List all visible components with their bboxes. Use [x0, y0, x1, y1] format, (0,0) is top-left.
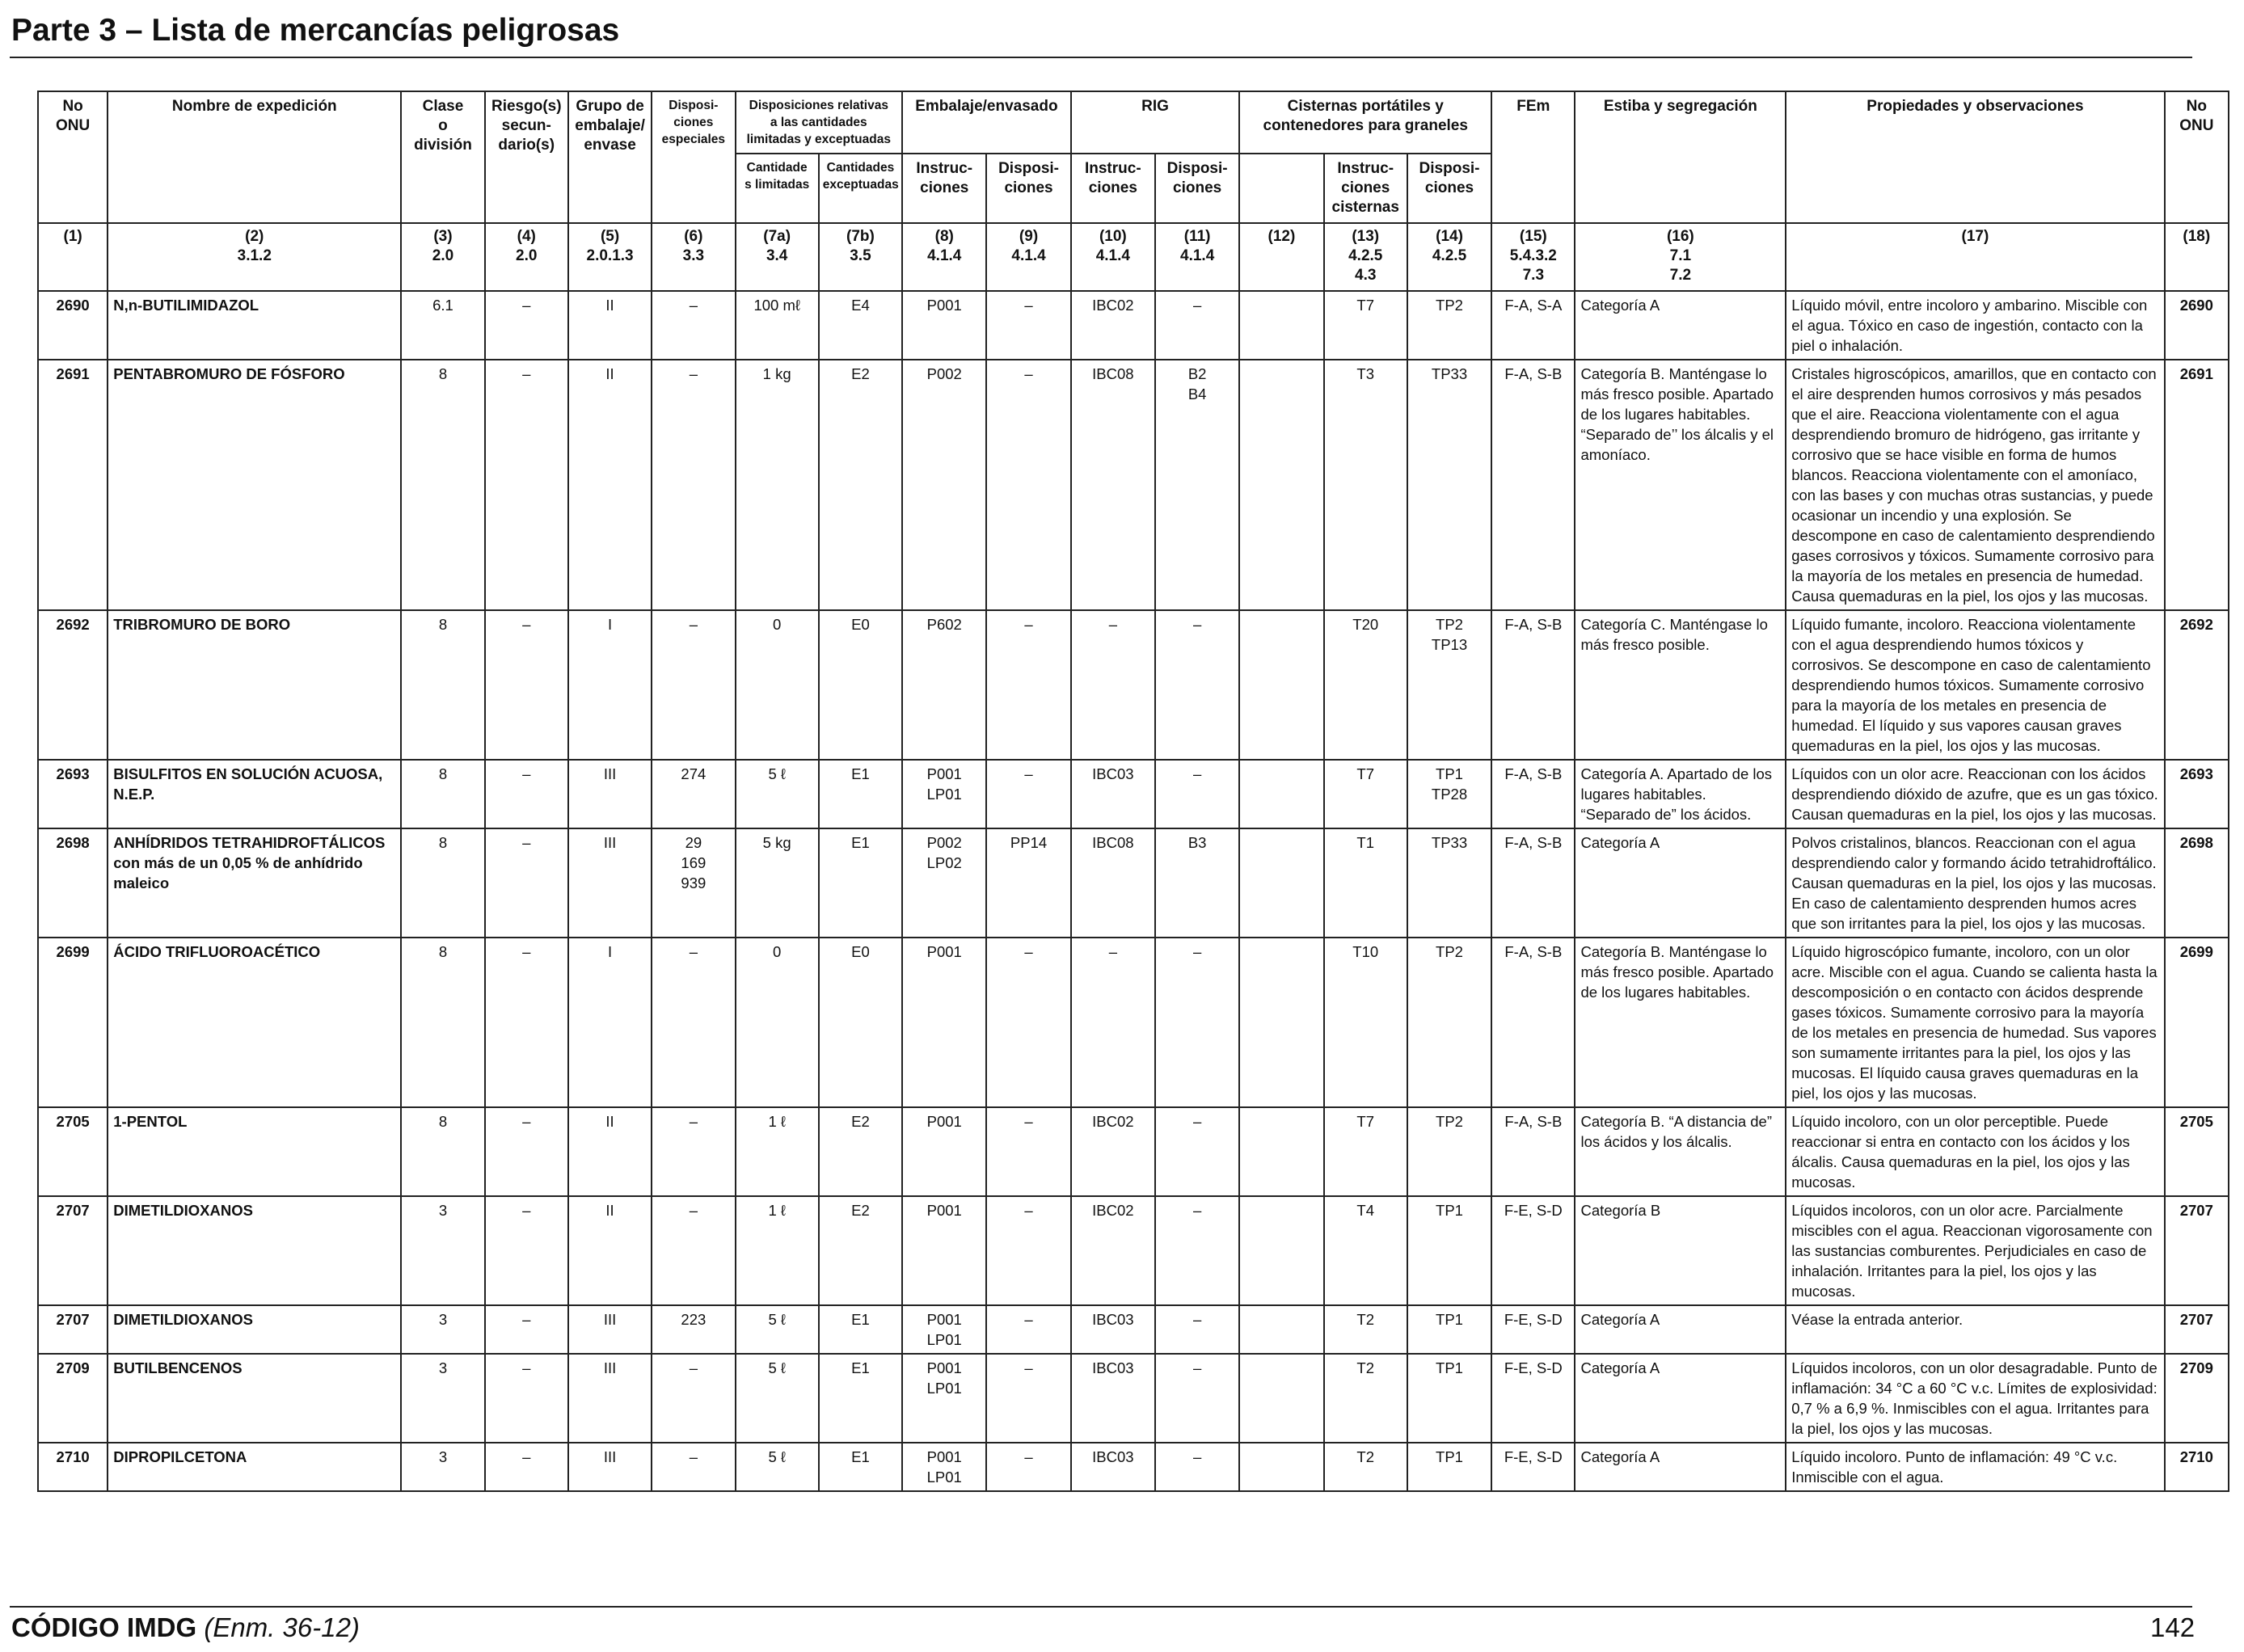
cell-col-12: [1239, 1354, 1323, 1443]
header-col-12: [1239, 154, 1323, 223]
cell-shipping-name: ÁCIDO TRIFLUOROACÉTICO: [108, 938, 401, 1107]
dangerous-goods-table-container: [37, 91, 2229, 1492]
cell-special-provisions: –: [652, 360, 735, 610]
cell-ibc-provision: B2 B4: [1155, 360, 1239, 610]
cell-un-no-right: 2710: [2165, 1443, 2229, 1491]
cell-special-provisions: –: [652, 1443, 735, 1491]
cell-ibc-instruction: IBC02: [1071, 1107, 1155, 1196]
cell-tank-provision: TP1: [1407, 1443, 1491, 1491]
cell-un-no-right: 2691: [2165, 360, 2229, 610]
cell-packing-instruction: P001 LP01: [902, 1354, 986, 1443]
cell-ibc-instruction: IBC03: [1071, 1443, 1155, 1491]
cell-properties: Véase la entrada anterior.: [1786, 1305, 2164, 1354]
cell-tank-instruction: T2: [1324, 1354, 1407, 1443]
cell-ibc-instruction: IBC08: [1071, 828, 1155, 938]
cell-excepted-quantity: E0: [819, 938, 902, 1107]
cell-sub-risk: –: [485, 360, 568, 610]
cell-packing-provision: –: [986, 1196, 1070, 1305]
cell-packing-instruction: P001: [902, 938, 986, 1107]
cell-ibc-provision: –: [1155, 1443, 1239, 1491]
cell-packing-provision: PP14: [986, 828, 1070, 938]
header-packing-group: Grupo de embalaje/ envase: [568, 91, 652, 223]
cell-un-no: 2707: [38, 1196, 108, 1305]
column-ref-9: (8) 4.1.4: [902, 223, 986, 291]
footer-amendment: (Enm. 36-12): [204, 1612, 360, 1642]
cell-ems: F-E, S-D: [1491, 1443, 1575, 1491]
cell-packing-group: III: [568, 828, 652, 938]
header-sub-risk: Riesgo(s) secun- dario(s): [485, 91, 568, 223]
cell-ibc-provision: B3: [1155, 828, 1239, 938]
cell-class: 3: [401, 1354, 484, 1443]
cell-tank-instruction: T10: [1324, 938, 1407, 1107]
cell-ibc-instruction: –: [1071, 938, 1155, 1107]
cell-ems: F-A, S-B: [1491, 360, 1575, 610]
cell-class: 8: [401, 360, 484, 610]
cell-packing-provision: –: [986, 291, 1070, 360]
cell-packing-instruction: P602: [902, 610, 986, 760]
cell-tank-provision: TP2: [1407, 938, 1491, 1107]
cell-packing-group: II: [568, 1107, 652, 1196]
cell-ems: F-A, S-A: [1491, 291, 1575, 360]
cell-special-provisions: 29 169 939: [652, 828, 735, 938]
cell-tank-instruction: T20: [1324, 610, 1407, 760]
page-title: Parte 3 – Lista de mercancías peligrosas: [11, 13, 620, 48]
cell-limited-quantity: 5 ℓ: [736, 1443, 819, 1491]
column-ref-1: (1): [38, 223, 108, 291]
cell-col-12: [1239, 1305, 1323, 1354]
cell-tank-instruction: T1: [1324, 828, 1407, 938]
cell-special-provisions: –: [652, 938, 735, 1107]
cell-limited-quantity: 5 kg: [736, 828, 819, 938]
cell-ibc-instruction: IBC03: [1071, 1305, 1155, 1354]
cell-excepted-quantity: E2: [819, 360, 902, 610]
cell-stowage: Categoría B. “A distancia de” los ácidos y los álcalis.: [1575, 1107, 1786, 1196]
cell-limited-quantity: 1 kg: [736, 360, 819, 610]
header-properties: Propiedades y observaciones: [1786, 91, 2164, 223]
cell-packing-instruction: P001: [902, 1107, 986, 1196]
cell-excepted-quantity: E2: [819, 1196, 902, 1305]
cell-tank-provision: TP2: [1407, 1107, 1491, 1196]
cell-ems: F-E, S-D: [1491, 1354, 1575, 1443]
cell-excepted-quantity: E4: [819, 291, 902, 360]
cell-packing-group: III: [568, 1354, 652, 1443]
cell-ibc-provision: –: [1155, 291, 1239, 360]
cell-col-12: [1239, 1196, 1323, 1305]
table-header: [38, 91, 2229, 291]
cell-sub-risk: –: [485, 828, 568, 938]
cell-ibc-provision: –: [1155, 1107, 1239, 1196]
cell-properties: Líquidos con un olor acre. Reaccionan con los ácidos desprendiendo dióxido de azufre, que es un gas tóxico. Causan quemaduras en la piel, los ojos y las mucosas.: [1786, 760, 2164, 828]
cell-ibc-provision: –: [1155, 1354, 1239, 1443]
cell-shipping-name: TRIBROMURO DE BORO: [108, 610, 401, 760]
cell-special-provisions: –: [652, 610, 735, 760]
cell-tank-instruction: T7: [1324, 291, 1407, 360]
cell-tank-provision: TP2 TP13: [1407, 610, 1491, 760]
header-tanks: Cisternas portátiles y contenedores para graneles: [1239, 91, 1491, 154]
column-ref-7: (7a) 3.4: [736, 223, 819, 291]
cell-ems: F-A, S-B: [1491, 938, 1575, 1107]
column-ref-15: (14) 4.2.5: [1407, 223, 1491, 291]
page-number: 142: [2150, 1612, 2195, 1642]
cell-tank-provision: TP1: [1407, 1196, 1491, 1305]
cell-ibc-instruction: –: [1071, 610, 1155, 760]
cell-excepted-quantity: E0: [819, 610, 902, 760]
cell-tank-instruction: T4: [1324, 1196, 1407, 1305]
header-ibc: RIG: [1071, 91, 1240, 154]
cell-ibc-provision: –: [1155, 760, 1239, 828]
cell-un-no: 2691: [38, 360, 108, 610]
cell-properties: Polvos cristalinos, blancos. Reaccionan con el agua desprendiendo calor y formando ácido tetrahidroftálico. Causan quemaduras en la piel, los ojos y las mucosas. En caso de calentamiento desprenden humos acres que son irritantes para la piel, los ojos y las mucosas.: [1786, 828, 2164, 938]
table-row: [38, 1443, 2229, 1491]
cell-ibc-provision: –: [1155, 610, 1239, 760]
cell-packing-group: II: [568, 1196, 652, 1305]
cell-packing-instruction: P002 LP02: [902, 828, 986, 938]
column-ref-19: (18): [2165, 223, 2229, 291]
cell-excepted-quantity: E1: [819, 1305, 902, 1354]
header-packing-instructions: Instruc- ciones: [902, 154, 986, 223]
cell-special-provisions: 223: [652, 1305, 735, 1354]
table-row: [38, 1107, 2229, 1196]
cell-un-no-right: 2690: [2165, 291, 2229, 360]
cell-sub-risk: –: [485, 1107, 568, 1196]
cell-packing-group: I: [568, 938, 652, 1107]
cell-packing-instruction: P001: [902, 291, 986, 360]
column-ref-8: (7b) 3.5: [819, 223, 902, 291]
title-divider: [10, 57, 2192, 58]
cell-packing-instruction: P001 LP01: [902, 1443, 986, 1491]
cell-properties: Líquido móvil, entre incoloro y ambarino. Miscible con el agua. Tóxico en caso de ingestión, contacto con la piel o inhalación.: [1786, 291, 2164, 360]
cell-ems: F-A, S-B: [1491, 828, 1575, 938]
table-row: [38, 360, 2229, 610]
column-reference-row: [38, 223, 2229, 291]
footer-divider: [10, 1606, 2192, 1608]
cell-ems: F-A, S-B: [1491, 610, 1575, 760]
cell-sub-risk: –: [485, 610, 568, 760]
cell-limited-quantity: 0: [736, 938, 819, 1107]
cell-stowage: Categoría B. Manténgase lo más fresco posible. Apartado de los lugares habitables.: [1575, 938, 1786, 1107]
table-row: [38, 291, 2229, 360]
cell-tank-instruction: T3: [1324, 360, 1407, 610]
cell-properties: Líquido higroscópico fumante, incoloro, con un olor acre. Miscible con el agua. Cuando se calienta hasta la descomposición o en contacto con ácidos desprende gases tóxicos. Sumamente corrosivo para la mayoría de los metales en presencia de humedad. Sus vapores son sumamente irritantes para la piel, los ojos y las mucosas. El líquido causa graves quemaduras en la piel, los ojos y las mucosas.: [1786, 938, 2164, 1107]
footer-code: [11, 1612, 360, 1643]
column-ref-17: (16) 7.1 7.2: [1575, 223, 1786, 291]
column-ref-13: (12): [1239, 223, 1323, 291]
cell-un-no-right: 2707: [2165, 1196, 2229, 1305]
cell-packing-group: II: [568, 291, 652, 360]
header-class: Clase o división: [401, 91, 484, 223]
cell-shipping-name: BUTILBENCENOS: [108, 1354, 401, 1443]
cell-un-no: 2690: [38, 291, 108, 360]
cell-stowage: Categoría B: [1575, 1196, 1786, 1305]
cell-ibc-provision: –: [1155, 938, 1239, 1107]
cell-special-provisions: –: [652, 1196, 735, 1305]
column-ref-18: (17): [1786, 223, 2164, 291]
column-ref-10: (9) 4.1.4: [986, 223, 1070, 291]
cell-col-12: [1239, 938, 1323, 1107]
column-ref-2: (2) 3.1.2: [108, 223, 401, 291]
cell-un-no-right: 2692: [2165, 610, 2229, 760]
cell-packing-provision: –: [986, 1354, 1070, 1443]
cell-ems: F-A, S-B: [1491, 760, 1575, 828]
cell-properties: Líquidos incoloros, con un olor desagradable. Punto de inflamación: 34 °C a 60 °C v.c. Límites de explosividad: 0,7 % a 6,9 %. Inmiscibles con el agua. Irritantes para la piel, los ojos y las mucosas.: [1786, 1354, 2164, 1443]
cell-ems: F-E, S-D: [1491, 1196, 1575, 1305]
cell-limited-quantity: 5 ℓ: [736, 760, 819, 828]
cell-col-12: [1239, 1107, 1323, 1196]
cell-excepted-quantity: E1: [819, 1354, 902, 1443]
column-ref-5: (5) 2.0.1.3: [568, 223, 652, 291]
header-packing: Embalaje/envasado: [902, 91, 1071, 154]
cell-class: 8: [401, 760, 484, 828]
cell-un-no-right: 2705: [2165, 1107, 2229, 1196]
cell-un-no: 2698: [38, 828, 108, 938]
header-un-no: No ONU: [38, 91, 108, 223]
footer-code-name: CÓDIGO IMDG: [11, 1612, 197, 1642]
cell-limited-quantity: 100 mℓ: [736, 291, 819, 360]
cell-packing-instruction: P002: [902, 360, 986, 610]
cell-un-no: 2692: [38, 610, 108, 760]
cell-limited-quantity: 5 ℓ: [736, 1305, 819, 1354]
cell-class: 3: [401, 1305, 484, 1354]
cell-tank-provision: TP2: [1407, 291, 1491, 360]
cell-col-12: [1239, 610, 1323, 760]
cell-col-12: [1239, 1443, 1323, 1491]
cell-tank-provision: TP1 TP28: [1407, 760, 1491, 828]
cell-sub-risk: –: [485, 938, 568, 1107]
cell-shipping-name: N,n-BUTILIMIDAZOL: [108, 291, 401, 360]
cell-un-no: 2709: [38, 1354, 108, 1443]
cell-tank-provision: TP1: [1407, 1305, 1491, 1354]
cell-tank-instruction: T7: [1324, 760, 1407, 828]
cell-stowage: Categoría A: [1575, 828, 1786, 938]
cell-packing-group: III: [568, 1305, 652, 1354]
column-ref-16: (15) 5.4.3.2 7.3: [1491, 223, 1575, 291]
cell-special-provisions: –: [652, 1354, 735, 1443]
header-tank-instructions: Instruc- ciones cisternas: [1324, 154, 1407, 223]
cell-shipping-name: DIMETILDIOXANOS: [108, 1305, 401, 1354]
cell-ibc-provision: –: [1155, 1196, 1239, 1305]
column-ref-12: (11) 4.1.4: [1155, 223, 1239, 291]
table-row: [38, 760, 2229, 828]
cell-packing-group: I: [568, 610, 652, 760]
column-ref-4: (4) 2.0: [485, 223, 568, 291]
header-ibc-instructions: Instruc- ciones: [1071, 154, 1155, 223]
dangerous-goods-table: [37, 91, 2229, 1492]
cell-packing-provision: –: [986, 1305, 1070, 1354]
cell-limited-quantity: 0: [736, 610, 819, 760]
header-un-no-right: No ONU: [2165, 91, 2229, 223]
cell-un-no-right: 2698: [2165, 828, 2229, 938]
cell-packing-group: III: [568, 1443, 652, 1491]
cell-packing-provision: –: [986, 760, 1070, 828]
cell-tank-instruction: T2: [1324, 1443, 1407, 1491]
cell-class: 8: [401, 938, 484, 1107]
cell-packing-instruction: P001 LP01: [902, 1305, 986, 1354]
table-row: [38, 1196, 2229, 1305]
header-limited-excepted: Disposiciones relativas a las cantidades limitadas y exceptuadas: [736, 91, 903, 154]
cell-sub-risk: –: [485, 1443, 568, 1491]
cell-ems: F-A, S-B: [1491, 1107, 1575, 1196]
cell-un-no-right: 2709: [2165, 1354, 2229, 1443]
header-tank-provisions: Disposi- ciones: [1407, 154, 1491, 223]
cell-stowage: Categoría A. Apartado de los lugares habitables. “Separado de” los ácidos.: [1575, 760, 1786, 828]
cell-packing-provision: –: [986, 360, 1070, 610]
cell-sub-risk: –: [485, 1354, 568, 1443]
cell-excepted-quantity: E1: [819, 828, 902, 938]
cell-packing-provision: –: [986, 1443, 1070, 1491]
cell-special-provisions: 274: [652, 760, 735, 828]
cell-stowage: Categoría B. Manténgase lo más fresco posible. Apartado de los lugares habitables. “Separado de’’ los álcalis y el amoníaco.: [1575, 360, 1786, 610]
cell-shipping-name: DIMETILDIOXANOS: [108, 1196, 401, 1305]
header-shipping-name: Nombre de expedición: [108, 91, 401, 223]
cell-shipping-name: ANHÍDRIDOS TETRAHIDROFTÁLICOS con más de un 0,05 % de anhídrido maleico: [108, 828, 401, 938]
cell-properties: Líquido fumante, incoloro. Reacciona violentamente con el agua desprendiendo humos tóxicos y corrosivos. Se descompone en caso de calentamiento desprendiendo humos tóxicos. Sumamente corrosivo para la mayoría de los metales en presencia de humedad. El líquido y sus vapores causan graves quemaduras en la piel, los ojos y las mucosas.: [1786, 610, 2164, 760]
cell-un-no-right: 2707: [2165, 1305, 2229, 1354]
cell-limited-quantity: 5 ℓ: [736, 1354, 819, 1443]
cell-sub-risk: –: [485, 1196, 568, 1305]
table-body: [38, 291, 2229, 1491]
column-ref-3: (3) 2.0: [401, 223, 484, 291]
cell-un-no: 2707: [38, 1305, 108, 1354]
cell-class: 8: [401, 828, 484, 938]
cell-class: 8: [401, 610, 484, 760]
cell-ibc-instruction: IBC03: [1071, 760, 1155, 828]
cell-stowage: Categoría C. Manténgase lo más fresco posible.: [1575, 610, 1786, 760]
header-special-provisions: Disposi- ciones especiales: [652, 91, 735, 223]
cell-properties: Cristales higroscópicos, amarillos, que en contacto con el aire desprenden humos corrosivos y más pesados que el aire. Reacciona violentamente con el agua desprendiendo bromuro de hidrógeno, gas irritante y corrosivo que se hace visible en forma de humos blancos. Reacciona violentamente con el amoníaco, con las bases y con muchas otras sustancias, y puede ocasionar un incendio y una explosión. Se descompone en caso de calentamiento desprendiendo gases corrosivos y tóxicos. Sumamente corrosivo para la mayoría de los metales en presencia de humedad. Causa quemaduras en la piel, los ojos y las mucosas.: [1786, 360, 2164, 610]
table-row: [38, 938, 2229, 1107]
cell-col-12: [1239, 291, 1323, 360]
cell-properties: Líquido incoloro. Punto de inflamación: 49 °C v.c. Inmiscible con el agua.: [1786, 1443, 2164, 1491]
cell-ibc-instruction: IBC08: [1071, 360, 1155, 610]
cell-tank-provision: TP1: [1407, 1354, 1491, 1443]
cell-ibc-instruction: IBC03: [1071, 1354, 1155, 1443]
header-limited: Cantidade s limitadas: [736, 154, 819, 223]
table-row: [38, 1305, 2229, 1354]
cell-properties: Líquidos incoloros, con un olor acre. Parcialmente miscibles con el agua. Reaccionan vigorosamente con las sustancias comburentes. Perjudiciales en caso de inhalación. Irritantes para la piel, los ojos y las mucosas.: [1786, 1196, 2164, 1305]
cell-class: 3: [401, 1196, 484, 1305]
cell-sub-risk: –: [485, 760, 568, 828]
cell-packing-provision: –: [986, 938, 1070, 1107]
cell-excepted-quantity: E2: [819, 1107, 902, 1196]
cell-excepted-quantity: E1: [819, 760, 902, 828]
cell-col-12: [1239, 828, 1323, 938]
header-ibc-provisions: Disposi- ciones: [1155, 154, 1239, 223]
cell-limited-quantity: 1 ℓ: [736, 1107, 819, 1196]
cell-ibc-provision: –: [1155, 1305, 1239, 1354]
cell-sub-risk: –: [485, 291, 568, 360]
cell-excepted-quantity: E1: [819, 1443, 902, 1491]
cell-packing-instruction: P001 LP01: [902, 760, 986, 828]
column-ref-14: (13) 4.2.5 4.3: [1324, 223, 1407, 291]
cell-tank-provision: TP33: [1407, 828, 1491, 938]
table-row: [38, 828, 2229, 938]
column-ref-6: (6) 3.3: [652, 223, 735, 291]
cell-un-no-right: 2699: [2165, 938, 2229, 1107]
cell-properties: Líquido incoloro, con un olor perceptible. Puede reaccionar si entra en contacto con los ácidos y los álcalis. Causa quemaduras en la piel, los ojos y las mucosas.: [1786, 1107, 2164, 1196]
cell-ibc-instruction: IBC02: [1071, 1196, 1155, 1305]
header-stowage: Estiba y segregación: [1575, 91, 1786, 223]
cell-packing-group: II: [568, 360, 652, 610]
cell-stowage: Categoría A: [1575, 1443, 1786, 1491]
cell-special-provisions: –: [652, 1107, 735, 1196]
cell-un-no: 2705: [38, 1107, 108, 1196]
cell-stowage: Categoría A: [1575, 1305, 1786, 1354]
cell-tank-instruction: T2: [1324, 1305, 1407, 1354]
cell-col-12: [1239, 360, 1323, 610]
header-packing-provisions: Disposi- ciones: [986, 154, 1070, 223]
table-row: [38, 1354, 2229, 1443]
cell-un-no: 2693: [38, 760, 108, 828]
cell-un-no-right: 2693: [2165, 760, 2229, 828]
column-ref-11: (10) 4.1.4: [1071, 223, 1155, 291]
cell-packing-provision: –: [986, 610, 1070, 760]
header-ems: FEm: [1491, 91, 1575, 223]
cell-limited-quantity: 1 ℓ: [736, 1196, 819, 1305]
cell-ibc-instruction: IBC02: [1071, 291, 1155, 360]
cell-col-12: [1239, 760, 1323, 828]
cell-stowage: Categoría A: [1575, 291, 1786, 360]
cell-packing-group: III: [568, 760, 652, 828]
cell-class: 3: [401, 1443, 484, 1491]
cell-ems: F-E, S-D: [1491, 1305, 1575, 1354]
cell-sub-risk: –: [485, 1305, 568, 1354]
cell-un-no: 2710: [38, 1443, 108, 1491]
cell-tank-provision: TP33: [1407, 360, 1491, 610]
table-row: [38, 610, 2229, 760]
cell-shipping-name: PENTABROMURO DE FÓSFORO: [108, 360, 401, 610]
cell-class: 8: [401, 1107, 484, 1196]
cell-special-provisions: –: [652, 291, 735, 360]
cell-shipping-name: BISULFITOS EN SOLUCIÓN ACUOSA, N.E.P.: [108, 760, 401, 828]
cell-shipping-name: DIPROPILCETONA: [108, 1443, 401, 1491]
cell-tank-instruction: T7: [1324, 1107, 1407, 1196]
cell-un-no: 2699: [38, 938, 108, 1107]
cell-packing-provision: –: [986, 1107, 1070, 1196]
cell-class: 6.1: [401, 291, 484, 360]
cell-stowage: Categoría A: [1575, 1354, 1786, 1443]
cell-packing-instruction: P001: [902, 1196, 986, 1305]
cell-shipping-name: 1-PENTOL: [108, 1107, 401, 1196]
header-excepted: Cantidades exceptuadas: [819, 154, 902, 223]
